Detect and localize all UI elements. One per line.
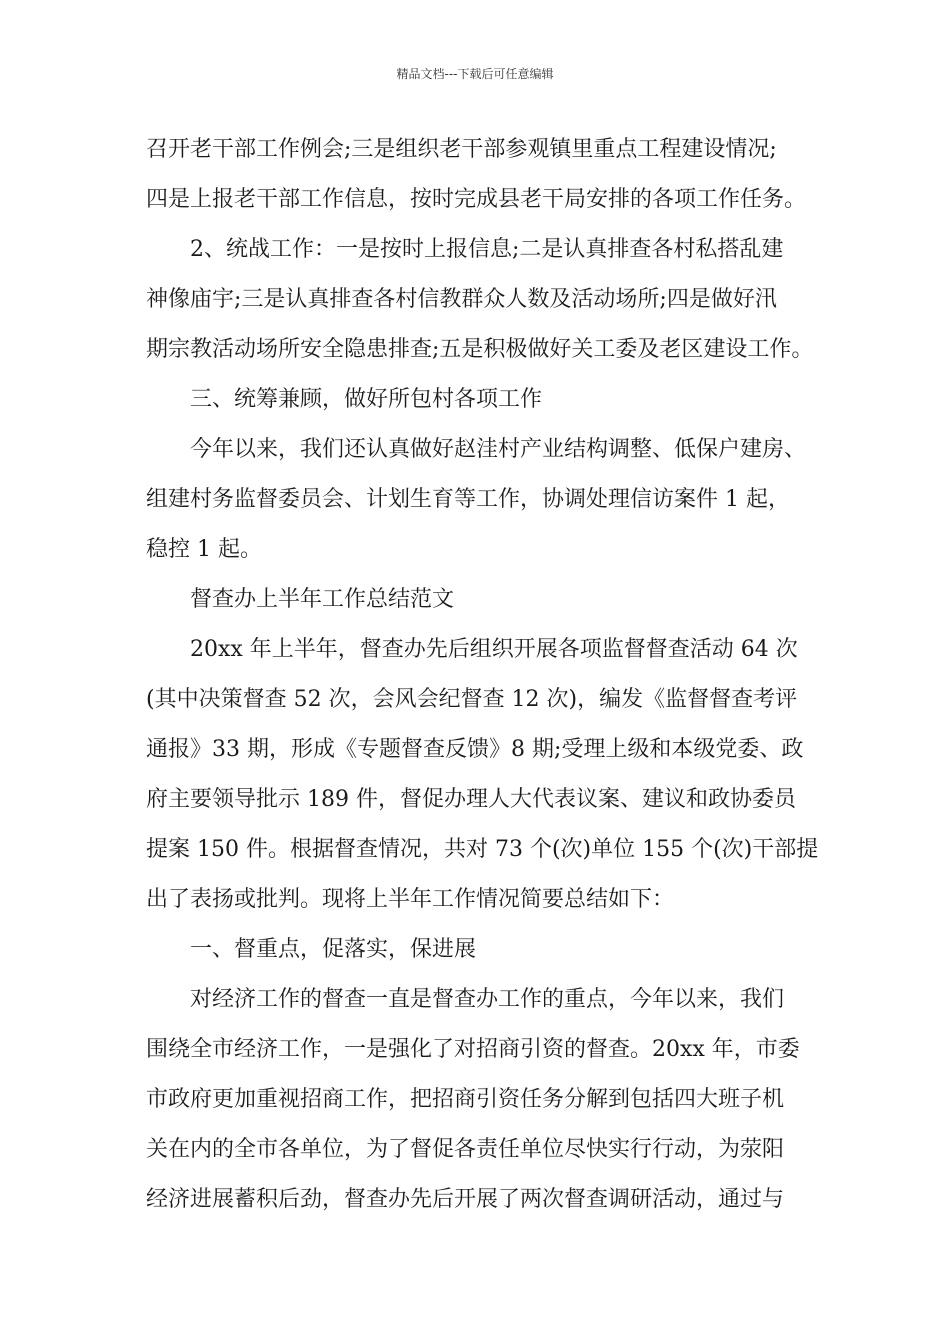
document-body <box>146 128 819 1228</box>
text-line: 关在内的全市各单位，为了督促各责任单位尽快实行行动，为荥阳 <box>146 1137 785 1162</box>
text-line: 提案 150 件。根据督查情况，共对 73 个(次)单位 155 个(次)干部提 <box>146 837 819 862</box>
section-heading: 一、督重点，促落实，保进展 <box>190 937 477 962</box>
text-line: (其中决策督查 52 次，会风会纪督查 12 次)，编发《监督督查考评 <box>146 687 798 712</box>
text-line: 府主要领导批示 189 件，督促办理人大代表议案、建议和政协委员 <box>146 787 796 812</box>
text-line: 稳控 1 起。 <box>146 537 262 562</box>
text-line: 2、统战工作：一是按时上报信息;二是认真排查各村私搭乱建 <box>190 237 784 262</box>
page-header: 精品文档---下载后可任意编辑 <box>396 67 554 81</box>
text-line: 出了表扬或批判。现将上半年工作情况简要总结如下： <box>146 887 675 912</box>
document-title: 督查办上半年工作总结范文 <box>190 587 455 612</box>
text-line: 围绕全市经济工作，一是强化了对招商引资的督查。20xx 年，市委 <box>146 1037 800 1062</box>
text-line: 通报》33 期，形成《专题督查反馈》8 期;受理上级和本级党委、政 <box>146 737 804 762</box>
text-line: 组建村务监督委员会、计划生育等工作，协调处理信访案件 1 起， <box>146 487 790 512</box>
text-line: 20xx 年上半年，督查办先后组织开展各项监督督查活动 64 次 <box>190 637 798 662</box>
text-line: 今年以来，我们还认真做好赵洼村产业结构调整、低保户建房、 <box>190 437 807 462</box>
text-line: 四是上报老干部工作信息，按时完成县老干局安排的各项工作任务。 <box>146 187 807 212</box>
text-line: 市政府更加重视招商工作，把招商引资任务分解到包括四大班子机 <box>146 1087 785 1112</box>
section-heading: 三、统筹兼顾，做好所包村各项工作 <box>190 387 543 412</box>
text-line: 期宗教活动场所安全隐患排查;五是积极做好关工委及老区建设工作。 <box>146 337 814 362</box>
text-line: 召开老干部工作例会;三是组织老干部参观镇里重点工程建设情况; <box>146 137 777 162</box>
text-line: 神像庙宇;三是认真排查各村信教群众人数及活动场所;四是做好汛 <box>146 287 777 312</box>
text-line: 对经济工作的督查一直是督查办工作的重点，今年以来，我们 <box>190 987 785 1012</box>
text-line: 经济进展蓄积后劲，督查办先后开展了两次督查调研活动，通过与 <box>146 1187 785 1212</box>
